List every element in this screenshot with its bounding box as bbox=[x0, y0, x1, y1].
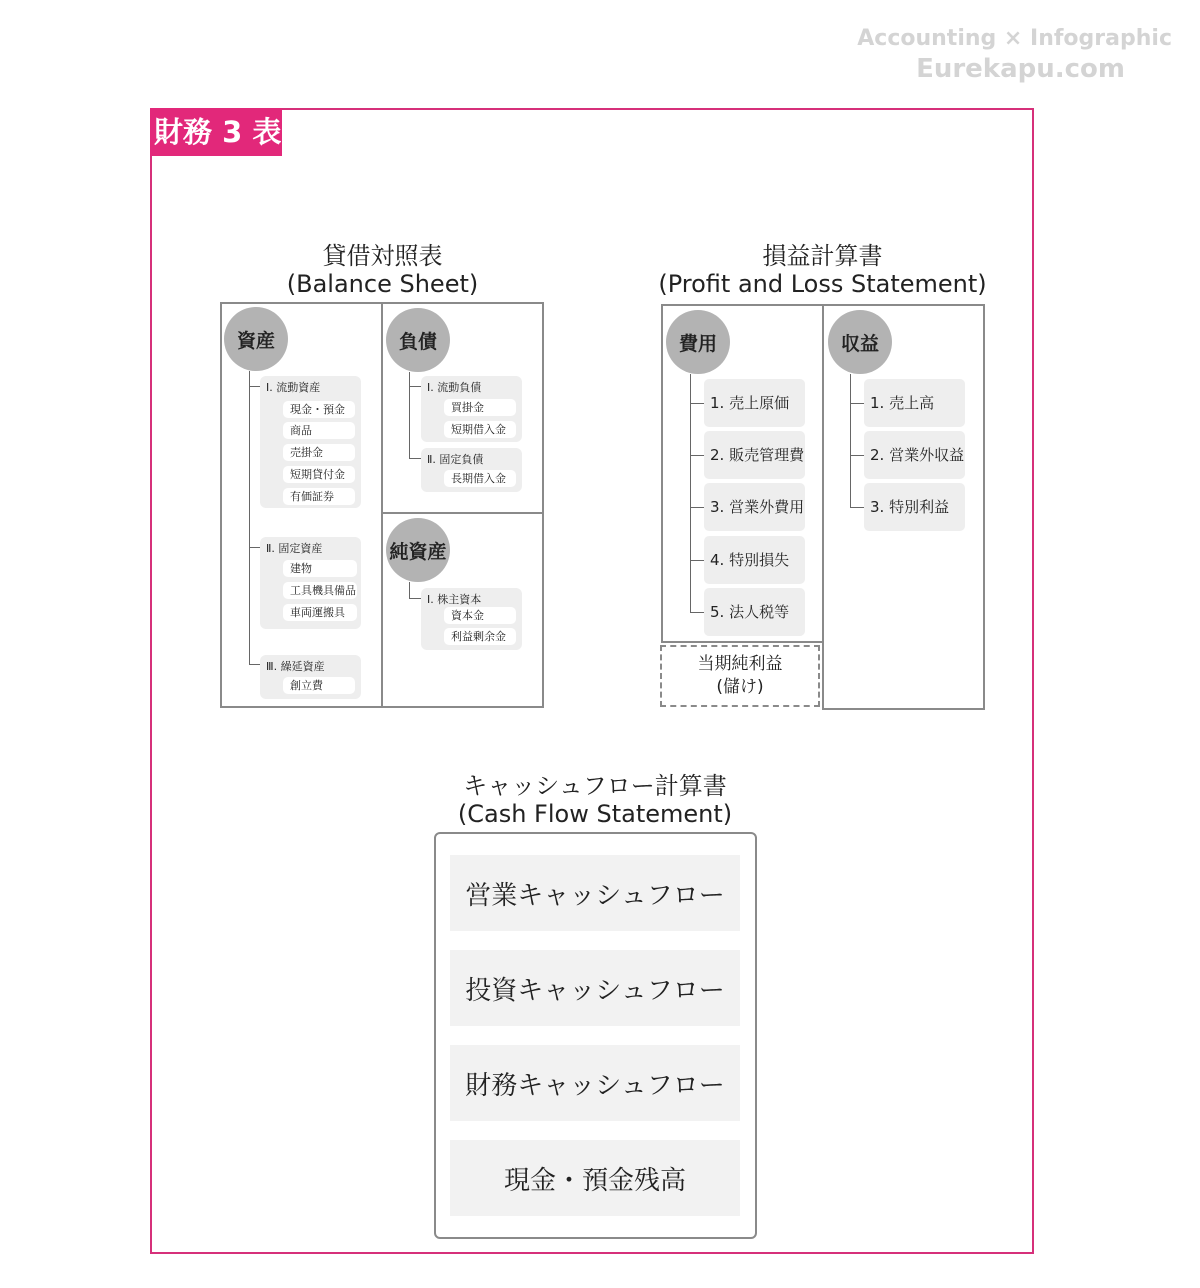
financing-cash-flow: 財務キャッシュフロー bbox=[450, 1045, 740, 1121]
investing-cash-flow: 投資キャッシュフロー bbox=[450, 950, 740, 1026]
list-item: 1. 売上高 bbox=[864, 379, 965, 427]
fixed-assets-group bbox=[260, 537, 361, 629]
fixed-liabilities-label: Ⅱ. 固定負債 bbox=[427, 453, 484, 466]
list-item: 現金・預金 bbox=[283, 401, 355, 418]
watermark-line-1: Accounting × Infographic bbox=[857, 26, 1172, 51]
cash-flow-title-en: (Cash Flow Statement) bbox=[457, 800, 733, 828]
list-item: 有価証券 bbox=[283, 488, 355, 505]
current-liabilities-group bbox=[421, 376, 522, 442]
deferred-assets-label: Ⅲ. 繰延資産 bbox=[266, 660, 325, 673]
list-item: 3. 特別利益 bbox=[864, 483, 965, 531]
revenue-circle: 収益 bbox=[828, 310, 892, 374]
cash-balance: 現金・預金残高 bbox=[450, 1140, 740, 1216]
assets-circle: 資産 bbox=[224, 307, 288, 371]
profit-loss-title-jp: 損益計算書 bbox=[762, 242, 883, 270]
revenue-branch bbox=[850, 403, 864, 404]
net-assets-circle: 純資産 bbox=[386, 518, 450, 582]
list-item: 1. 売上原価 bbox=[704, 379, 805, 427]
current-assets-label: Ⅰ. 流動資産 bbox=[266, 381, 321, 394]
list-item: 車両運搬具 bbox=[283, 604, 357, 621]
list-item: 4. 特別損失 bbox=[704, 536, 805, 584]
list-item: 2. 販売管理費 bbox=[704, 431, 805, 479]
current-assets-group bbox=[260, 376, 361, 508]
deferred-assets-group bbox=[260, 655, 361, 699]
expenses-circle: 費用 bbox=[666, 310, 730, 374]
balance-sheet-title-jp: 貸借対照表 bbox=[322, 242, 443, 270]
list-item: 買掛金 bbox=[444, 399, 516, 416]
list-item: 商品 bbox=[283, 422, 355, 439]
cash-flow-title bbox=[420, 772, 770, 828]
shareholders-equity-label: Ⅰ. 株主資本 bbox=[427, 593, 482, 606]
expenses-tree-line bbox=[690, 374, 691, 612]
list-item: 短期貸付金 bbox=[283, 466, 355, 483]
liabilities-tree-line bbox=[409, 372, 410, 458]
expenses-branch bbox=[690, 455, 704, 456]
expenses-branch bbox=[690, 612, 704, 613]
expenses-branch bbox=[690, 507, 704, 508]
net-income-note: (儲け) bbox=[716, 677, 764, 697]
watermark-line-2: Eurekapu.com bbox=[916, 54, 1125, 84]
list-item: 建物 bbox=[283, 560, 357, 577]
list-item: 5. 法人税等 bbox=[704, 588, 805, 636]
fixed-assets-label: Ⅱ. 固定資産 bbox=[266, 542, 323, 555]
list-item: 長期借入金 bbox=[444, 470, 516, 487]
balance-sheet-title-en: (Balance Sheet) bbox=[286, 270, 479, 298]
revenue-branch bbox=[850, 455, 864, 456]
current-liabilities-label: Ⅰ. 流動負債 bbox=[427, 381, 482, 394]
list-item: 売掛金 bbox=[283, 444, 355, 461]
net-income-box bbox=[660, 645, 820, 707]
revenue-tree-line bbox=[850, 374, 851, 508]
frame-title: 財務 3 表 bbox=[150, 108, 282, 156]
fixed-liabilities-group bbox=[421, 448, 522, 492]
balance-sheet-title bbox=[240, 242, 525, 298]
revenue-branch bbox=[850, 507, 864, 508]
liabilities-circle: 負債 bbox=[386, 308, 450, 372]
assets-tree-line bbox=[249, 371, 250, 664]
list-item: 短期借入金 bbox=[444, 421, 516, 438]
net-assets-tree-line bbox=[409, 582, 410, 598]
expenses-branch bbox=[690, 403, 704, 404]
list-item: 創立費 bbox=[283, 677, 355, 694]
list-item: 利益剰余金 bbox=[444, 628, 516, 645]
cash-flow-title-jp: キャッシュフロー計算書 bbox=[463, 772, 727, 800]
list-item: 2. 営業外収益 bbox=[864, 431, 965, 479]
operating-cash-flow: 営業キャッシュフロー bbox=[450, 855, 740, 931]
list-item: 3. 営業外費用 bbox=[704, 483, 805, 531]
net-income-label: 当期純利益 bbox=[697, 654, 783, 674]
profit-loss-title bbox=[640, 242, 1005, 298]
expenses-branch bbox=[690, 560, 704, 561]
list-item: 工具機具備品 bbox=[283, 582, 357, 599]
shareholders-equity-group bbox=[421, 588, 522, 650]
profit-loss-title-en: (Profit and Loss Statement) bbox=[658, 270, 987, 298]
list-item: 資本金 bbox=[444, 607, 516, 624]
